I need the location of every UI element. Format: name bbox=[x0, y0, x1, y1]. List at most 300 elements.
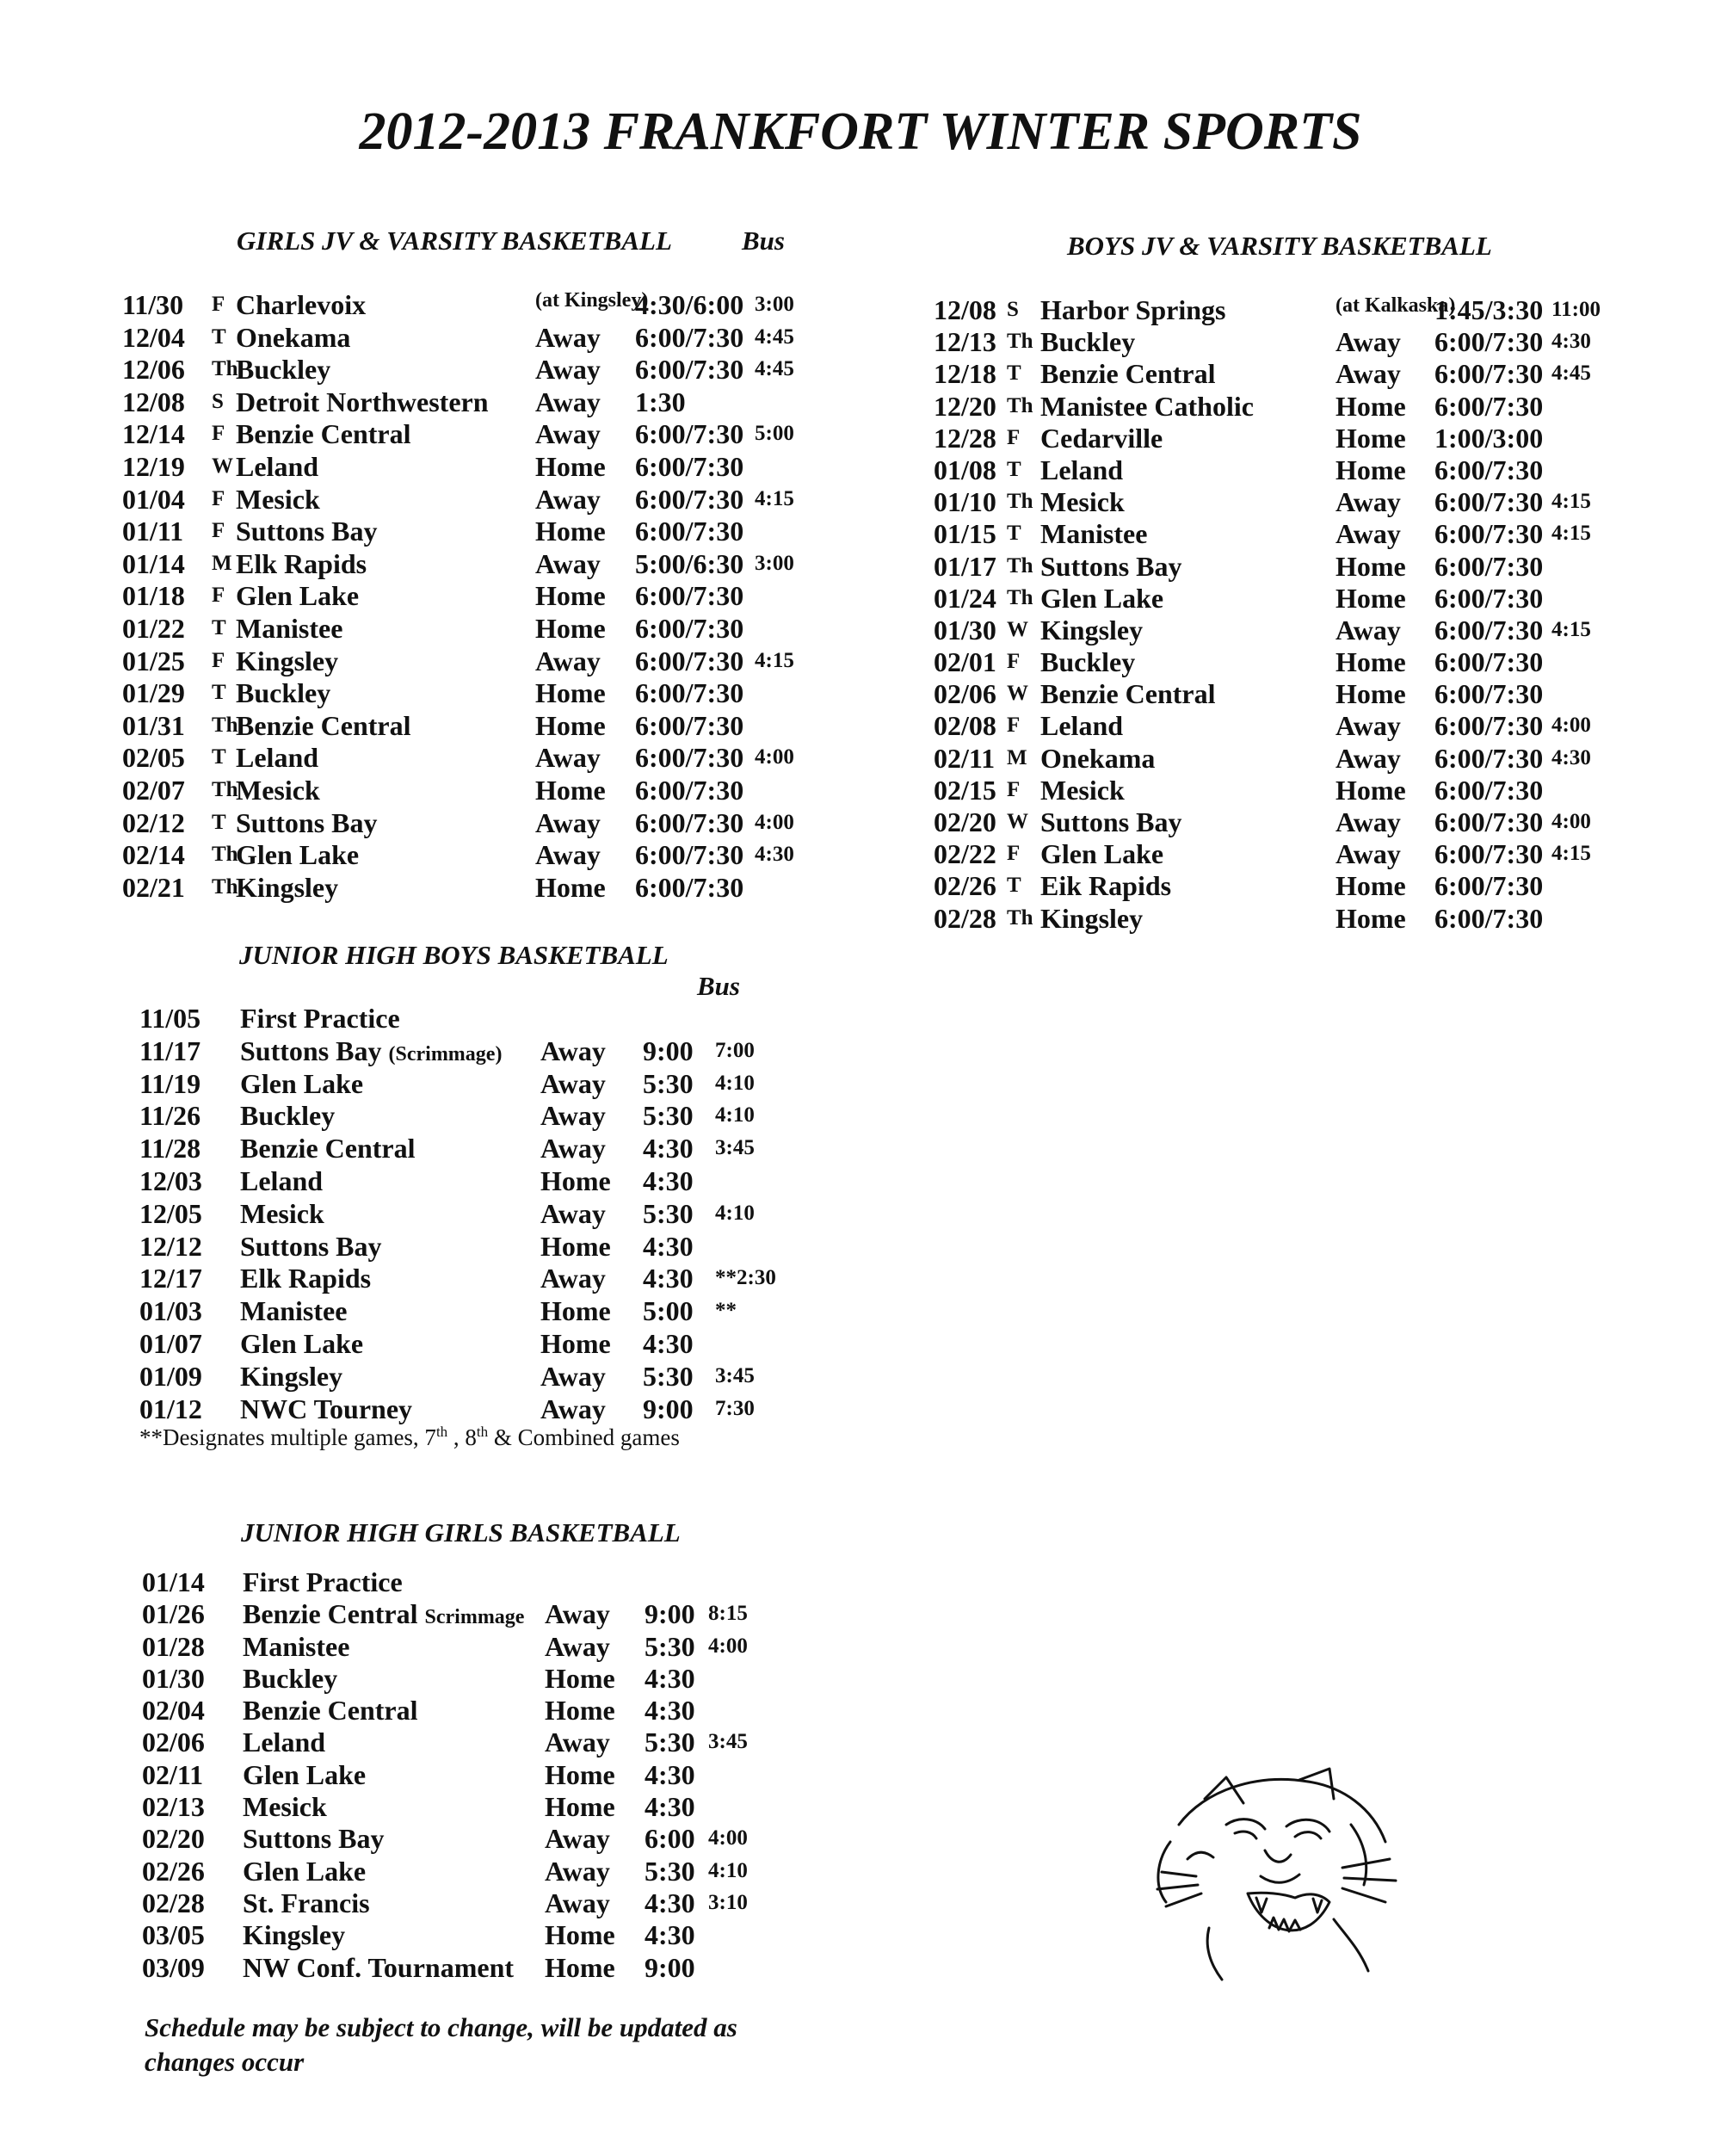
game-time: 6:00/7:30 bbox=[635, 871, 744, 903]
game-opponent: Kingsley bbox=[1040, 902, 1144, 934]
game-date: 12/08 bbox=[934, 294, 996, 325]
game-opponent: Eik Rapids bbox=[1040, 870, 1172, 902]
game-time: 6:00/7:30 bbox=[1434, 870, 1544, 902]
game-day: T bbox=[1007, 874, 1021, 898]
game-opponent-cell bbox=[243, 1598, 524, 1630]
game-opponent-cell bbox=[243, 1663, 337, 1695]
game-opponent: Glen Lake bbox=[240, 1327, 364, 1359]
game-site: Away bbox=[545, 1598, 610, 1630]
game-opponent: Manistee Catholic bbox=[1040, 390, 1254, 422]
bus-time: 7:00 bbox=[715, 1038, 755, 1062]
bus-time: **2:30 bbox=[715, 1266, 776, 1290]
game-date: 02/06 bbox=[934, 678, 996, 710]
game-site: Home bbox=[545, 1951, 615, 1983]
game-date: 02/14 bbox=[122, 839, 185, 871]
game-opponent-cell bbox=[240, 1361, 342, 1393]
game-site: Home bbox=[1335, 678, 1406, 710]
bus-time: 4:45 bbox=[1551, 361, 1591, 386]
game-opponent: Glen Lake bbox=[243, 1758, 367, 1790]
game-site: Away bbox=[535, 839, 601, 871]
game-opponent-cell bbox=[240, 1393, 412, 1425]
game-opponent: Benzie Central bbox=[1040, 358, 1216, 390]
game-day: F bbox=[1007, 425, 1021, 449]
game-site: Home bbox=[1335, 550, 1406, 582]
game-date: 02/11 bbox=[142, 1758, 204, 1790]
game-site: Home bbox=[535, 774, 606, 806]
game-opponent-cell bbox=[240, 1198, 324, 1230]
game-date: 12/17 bbox=[139, 1263, 202, 1294]
game-time: 5:00 bbox=[643, 1295, 694, 1327]
game-day: M bbox=[212, 551, 232, 575]
game-date: 11/19 bbox=[139, 1067, 201, 1099]
bus-time: 3:10 bbox=[708, 1890, 748, 1914]
game-time: 6:00/7:30 bbox=[635, 709, 744, 741]
game-opponent: Leland bbox=[243, 1727, 326, 1758]
game-opponent: Leland bbox=[1040, 454, 1124, 485]
game-time: 6:00/7:30 bbox=[1434, 582, 1544, 614]
game-site: Away bbox=[1335, 806, 1401, 837]
bus-time: 4:00 bbox=[1551, 714, 1591, 738]
game-date: 11/26 bbox=[139, 1100, 201, 1132]
bus-time: ** bbox=[715, 1299, 737, 1323]
bus-time: 4:30 bbox=[755, 843, 794, 867]
game-time: 6:00/7:30 bbox=[1434, 678, 1544, 710]
multiple-games-note: **Designates multiple games, 7th , 8th & Combined games bbox=[139, 1424, 680, 1450]
game-date: 12/03 bbox=[139, 1164, 202, 1196]
game-time: 5:30 bbox=[645, 1727, 695, 1758]
game-time: 4:30 bbox=[643, 1327, 694, 1359]
game-site: Away bbox=[540, 1035, 606, 1066]
game-date: 02/13 bbox=[142, 1791, 205, 1823]
game-opponent: Suttons Bay bbox=[1040, 806, 1182, 837]
game-date: 01/18 bbox=[122, 580, 185, 612]
game-time: 6:00/7:30 bbox=[1434, 646, 1544, 678]
game-opponent: Mesick bbox=[240, 1197, 324, 1229]
game-time: 6:00/7:30 bbox=[635, 774, 744, 806]
game-site: Away bbox=[535, 321, 601, 353]
game-date: 02/05 bbox=[122, 742, 185, 774]
game-day: Th bbox=[1007, 490, 1033, 514]
game-time: 6:00/7:30 bbox=[1434, 550, 1544, 582]
bus-time: 3:45 bbox=[715, 1363, 755, 1387]
game-time: 9:00 bbox=[645, 1598, 695, 1630]
bus-time: 4:10 bbox=[715, 1071, 755, 1095]
game-site: Away bbox=[535, 547, 601, 579]
game-site: Home bbox=[1335, 582, 1406, 614]
game-site: Home bbox=[1335, 646, 1406, 678]
game-opponent-cell bbox=[243, 1791, 327, 1823]
game-opponent-cell bbox=[243, 1759, 366, 1791]
game-day: T bbox=[1007, 457, 1021, 481]
game-date: 02/01 bbox=[934, 646, 996, 678]
game-opponent-cell bbox=[243, 1727, 325, 1758]
game-site: Away bbox=[1335, 518, 1401, 550]
game-date: 01/08 bbox=[934, 454, 996, 485]
bus-time: 4:45 bbox=[755, 324, 794, 349]
game-opponent: Suttons Bay bbox=[236, 516, 378, 547]
bus-time: 4:00 bbox=[1551, 810, 1591, 833]
game-opponent-cell bbox=[243, 1566, 403, 1598]
game-day: T bbox=[212, 681, 226, 705]
game-day: Th bbox=[212, 843, 238, 867]
game-date: 01/12 bbox=[139, 1393, 202, 1424]
game-date: 02/26 bbox=[142, 1855, 205, 1887]
game-time: 6:00/7:30 bbox=[635, 450, 744, 482]
game-opponent: Kingsley bbox=[236, 645, 339, 676]
game-site: Away bbox=[545, 1823, 610, 1855]
game-time: 6:00/7:30 bbox=[1434, 838, 1544, 870]
girls-varsity-bus-label: Bus bbox=[742, 225, 785, 256]
game-time: 6:00/7:30 bbox=[635, 839, 744, 871]
game-opponent: Suttons Bay bbox=[240, 1230, 382, 1262]
game-opponent-cell bbox=[243, 1695, 418, 1727]
game-time: 6:00/7:30 bbox=[1434, 486, 1544, 518]
game-time: 6:00/7:30 bbox=[1434, 710, 1544, 742]
game-site: Home bbox=[540, 1164, 611, 1196]
game-site: Away bbox=[540, 1360, 606, 1392]
game-time: 1:45/3:30 bbox=[1434, 294, 1544, 325]
game-site: Away bbox=[540, 1263, 606, 1294]
game-opponent: Mesick bbox=[1040, 774, 1125, 806]
game-time: 4:30 bbox=[645, 1919, 695, 1951]
game-opponent: Benzie Central bbox=[243, 1695, 418, 1727]
game-day: Th bbox=[1007, 393, 1033, 417]
game-day: W bbox=[1007, 617, 1028, 641]
game-opponent-cell bbox=[240, 1231, 382, 1263]
bus-time: 4:00 bbox=[708, 1826, 748, 1850]
game-opponent-cell bbox=[243, 1856, 366, 1887]
jh-boys-heading: JUNIOR HIGH BOYS BASKETBALL bbox=[239, 940, 669, 970]
game-date: 11/28 bbox=[139, 1133, 201, 1164]
game-time: 6:00/7:30 bbox=[635, 612, 744, 644]
game-time: 6:00/7:30 bbox=[635, 580, 744, 612]
game-date: 02/12 bbox=[122, 806, 185, 838]
jh-girls-heading: JUNIOR HIGH GIRLS BASKETBALL bbox=[241, 1517, 681, 1548]
game-day: Th bbox=[1007, 330, 1033, 354]
game-date: 02/26 bbox=[934, 870, 996, 902]
game-site: Home bbox=[545, 1758, 615, 1790]
game-site: Away bbox=[1335, 358, 1401, 390]
bus-time: 4:30 bbox=[1551, 745, 1591, 769]
game-day: F bbox=[1007, 842, 1021, 866]
game-site: Away bbox=[1335, 742, 1401, 774]
game-opponent-cell bbox=[243, 1823, 385, 1855]
game-day: F bbox=[212, 584, 225, 608]
game-date: 02/08 bbox=[934, 710, 996, 742]
game-site: Away bbox=[545, 1887, 610, 1918]
game-opponent: Mesick bbox=[1040, 486, 1125, 518]
game-day: F bbox=[212, 293, 225, 316]
game-day: F bbox=[1007, 650, 1021, 674]
game-day: T bbox=[212, 810, 226, 834]
game-date: 02/11 bbox=[934, 742, 996, 774]
boys-varsity-heading: BOYS JV & VARSITY BASKETBALL bbox=[1067, 231, 1492, 261]
game-day: S bbox=[1007, 298, 1019, 321]
game-date: 02/28 bbox=[142, 1887, 205, 1918]
game-opponent: Glen Lake bbox=[240, 1067, 364, 1099]
game-site: Away bbox=[1335, 486, 1401, 518]
game-date: 03/05 bbox=[142, 1919, 205, 1951]
game-date: 01/31 bbox=[122, 709, 185, 741]
game-day: T bbox=[212, 324, 226, 349]
game-time: 4:30 bbox=[645, 1887, 695, 1918]
game-time: 9:00 bbox=[643, 1393, 694, 1424]
game-date: 11/05 bbox=[139, 1003, 201, 1034]
game-opponent: Kingsley bbox=[243, 1919, 346, 1951]
game-time: 4:30 bbox=[645, 1662, 695, 1694]
game-time: 4:30 bbox=[645, 1695, 695, 1727]
game-opponent-cell bbox=[243, 1952, 514, 1984]
game-opponent: Charlevoix bbox=[236, 289, 367, 320]
game-opponent: Harbor Springs bbox=[1040, 294, 1226, 325]
game-site: Away bbox=[1335, 614, 1401, 646]
game-time: 6:00/7:30 bbox=[635, 645, 744, 676]
game-site: Home bbox=[1335, 774, 1406, 806]
game-date: 12/28 bbox=[934, 422, 996, 454]
game-opponent: Onekama bbox=[1040, 742, 1156, 774]
game-site: Away bbox=[535, 386, 601, 417]
game-time: 5:30 bbox=[645, 1630, 695, 1662]
game-site: Away bbox=[545, 1855, 610, 1887]
game-site: Away bbox=[1335, 710, 1401, 742]
game-opponent: Benzie Central bbox=[1040, 678, 1216, 710]
game-opponent-cell bbox=[240, 1100, 335, 1132]
game-date: 01/14 bbox=[142, 1566, 205, 1597]
bus-time: 3:45 bbox=[708, 1730, 748, 1754]
game-date: 12/04 bbox=[122, 321, 185, 353]
game-day: F bbox=[212, 519, 225, 543]
game-site: Home bbox=[545, 1695, 615, 1727]
game-site: Home bbox=[535, 871, 606, 903]
game-opponent: Suttons Bay bbox=[243, 1823, 385, 1855]
game-date: 12/18 bbox=[934, 358, 996, 390]
game-site: Away bbox=[535, 742, 601, 774]
game-site: Home bbox=[545, 1662, 615, 1694]
game-site: Away bbox=[1335, 326, 1401, 358]
game-date: 01/15 bbox=[934, 518, 996, 550]
game-time: 5:30 bbox=[643, 1197, 694, 1229]
game-date: 02/04 bbox=[142, 1695, 205, 1727]
game-site: Away bbox=[540, 1133, 606, 1164]
game-day: Th bbox=[1007, 553, 1033, 578]
game-time: 5:30 bbox=[645, 1855, 695, 1887]
game-opponent-cell bbox=[240, 1133, 416, 1164]
game-site: Away bbox=[535, 483, 601, 515]
game-time: 5:00/6:30 bbox=[635, 547, 744, 579]
game-time: 6:00/7:30 bbox=[635, 321, 744, 353]
bus-time: 4:10 bbox=[715, 1201, 755, 1225]
game-day: Th bbox=[212, 874, 238, 899]
game-opponent-note: (Scrimmage) bbox=[388, 1042, 503, 1066]
bus-time: 4:10 bbox=[708, 1858, 748, 1882]
game-time: 6:00/7:30 bbox=[1434, 454, 1544, 485]
game-opponent: Leland bbox=[236, 450, 319, 482]
game-time: 6:00 bbox=[645, 1823, 695, 1855]
game-time: 6:00/7:30 bbox=[635, 418, 744, 450]
game-time: 6:00/7:30 bbox=[1434, 326, 1544, 358]
game-site: Away bbox=[535, 418, 601, 450]
game-site: Home bbox=[1335, 422, 1406, 454]
game-opponent: Mesick bbox=[243, 1791, 327, 1823]
bus-time: 4:15 bbox=[1551, 522, 1591, 546]
game-day: Th bbox=[1007, 585, 1033, 609]
game-date: 01/26 bbox=[142, 1598, 205, 1630]
game-opponent: Benzie Central bbox=[236, 709, 411, 741]
game-opponent: Mesick bbox=[236, 483, 320, 515]
bus-time: 3:00 bbox=[755, 293, 794, 316]
bus-time: 4:10 bbox=[715, 1103, 755, 1127]
game-date: 12/14 bbox=[122, 418, 185, 450]
game-date: 02/06 bbox=[142, 1727, 205, 1758]
game-opponent: Benzie Central bbox=[243, 1598, 418, 1630]
game-date: 12/08 bbox=[122, 386, 185, 417]
game-opponent: Glen Lake bbox=[1040, 582, 1164, 614]
game-opponent: First Practice bbox=[243, 1566, 403, 1597]
game-site: Away bbox=[545, 1727, 610, 1758]
game-date: 03/09 bbox=[142, 1951, 205, 1983]
game-site: Home bbox=[535, 677, 606, 709]
cougar-mascot-icon bbox=[1144, 1764, 1403, 1988]
game-time: 6:00/7:30 bbox=[635, 677, 744, 709]
game-opponent: Manistee bbox=[236, 612, 343, 644]
game-time: 1:30 bbox=[635, 386, 686, 417]
game-day: W bbox=[1007, 810, 1028, 833]
game-site: Away bbox=[540, 1197, 606, 1229]
game-opponent: Mesick bbox=[236, 774, 320, 806]
game-site: Home bbox=[1335, 870, 1406, 902]
game-opponent-cell bbox=[240, 1328, 363, 1360]
game-day: Th bbox=[1007, 905, 1033, 930]
game-date: 02/20 bbox=[142, 1823, 205, 1855]
game-date: 02/15 bbox=[934, 774, 996, 806]
game-time: 5:30 bbox=[643, 1067, 694, 1099]
game-time: 6:00/7:30 bbox=[1434, 902, 1544, 934]
game-day: F bbox=[1007, 777, 1021, 801]
game-date: 01/17 bbox=[934, 550, 996, 582]
game-opponent: NW Conf. Tournament bbox=[243, 1951, 515, 1983]
game-date: 12/13 bbox=[934, 326, 996, 358]
game-time: 4:30/6:00 bbox=[635, 289, 744, 320]
game-day: T bbox=[1007, 361, 1021, 386]
game-date: 01/30 bbox=[934, 614, 996, 646]
jh-boys-bus-label: Bus bbox=[697, 971, 740, 1001]
game-time: 5:30 bbox=[643, 1100, 694, 1132]
page-title: 2012-2013 FRANKFORT WINTER SPORTS bbox=[359, 102, 1362, 161]
game-date: 12/05 bbox=[139, 1197, 202, 1229]
game-day: Th bbox=[212, 777, 238, 801]
game-time: 9:00 bbox=[643, 1035, 694, 1066]
game-site: Home bbox=[1335, 454, 1406, 485]
game-day: W bbox=[1007, 682, 1028, 706]
game-date: 12/12 bbox=[139, 1230, 202, 1262]
game-opponent: Suttons Bay bbox=[1040, 550, 1182, 582]
game-date: 01/22 bbox=[122, 612, 185, 644]
game-date: 01/04 bbox=[122, 483, 185, 515]
game-time: 4:30 bbox=[643, 1263, 694, 1294]
game-time: 5:30 bbox=[643, 1360, 694, 1392]
game-site: Home bbox=[545, 1791, 615, 1823]
game-day: F bbox=[212, 422, 225, 446]
game-opponent: Benzie Central bbox=[240, 1133, 416, 1164]
game-opponent: Suttons Bay bbox=[240, 1035, 382, 1066]
game-day: S bbox=[212, 389, 224, 413]
game-opponent: Glen Lake bbox=[236, 839, 360, 871]
game-site: Away bbox=[540, 1067, 606, 1099]
game-date: 02/20 bbox=[934, 806, 996, 837]
game-opponent: Leland bbox=[236, 742, 319, 774]
game-time: 6:00/7:30 bbox=[1434, 518, 1544, 550]
game-opponent: Manistee bbox=[1040, 518, 1148, 550]
game-opponent: Buckley bbox=[236, 677, 331, 709]
game-opponent: Buckley bbox=[236, 354, 331, 386]
game-day: Th bbox=[212, 357, 238, 381]
game-opponent: Glen Lake bbox=[1040, 838, 1164, 870]
game-opponent: Manistee bbox=[240, 1295, 348, 1327]
bus-time: 4:15 bbox=[755, 648, 794, 672]
game-date: 01/24 bbox=[934, 582, 996, 614]
game-opponent-cell bbox=[240, 1003, 400, 1035]
game-date: 11/17 bbox=[139, 1035, 201, 1066]
game-opponent: Elk Rapids bbox=[240, 1263, 372, 1294]
game-time: 4:30 bbox=[643, 1133, 694, 1164]
game-date: 12/06 bbox=[122, 354, 185, 386]
bus-time: 4:15 bbox=[1551, 842, 1591, 866]
game-site: Home bbox=[540, 1230, 611, 1262]
game-opponent-cell bbox=[240, 1295, 347, 1327]
bus-time: 3:00 bbox=[755, 551, 794, 575]
game-opponent: Benzie Central bbox=[236, 418, 411, 450]
game-time: 9:00 bbox=[645, 1951, 695, 1983]
game-day: T bbox=[212, 615, 226, 639]
game-site: Home bbox=[535, 516, 606, 547]
game-opponent: Buckley bbox=[1040, 326, 1136, 358]
game-day: F bbox=[212, 648, 225, 672]
girls-varsity-heading: GIRLS JV & VARSITY BASKETBALL bbox=[237, 225, 672, 256]
bus-time: 4:45 bbox=[755, 357, 794, 381]
game-site: Away bbox=[535, 645, 601, 676]
game-day: Th bbox=[212, 713, 238, 737]
game-date: 01/11 bbox=[122, 516, 184, 547]
game-date: 02/22 bbox=[934, 838, 996, 870]
bus-time: 4:15 bbox=[1551, 617, 1591, 641]
game-opponent-cell bbox=[240, 1165, 323, 1197]
game-day: M bbox=[1007, 745, 1027, 769]
game-time: 6:00/7:30 bbox=[635, 806, 744, 838]
game-date: 02/21 bbox=[122, 871, 185, 903]
game-site: Home bbox=[545, 1919, 615, 1951]
game-date: 01/09 bbox=[139, 1360, 202, 1392]
game-time: 6:00/7:30 bbox=[1434, 614, 1544, 646]
game-site: Home bbox=[535, 580, 606, 612]
game-time: 6:00/7:30 bbox=[1434, 806, 1544, 837]
game-site: Home bbox=[535, 709, 606, 741]
game-opponent: Leland bbox=[1040, 710, 1124, 742]
game-opponent: Kingsley bbox=[1040, 614, 1144, 646]
game-date: 01/29 bbox=[122, 677, 185, 709]
game-opponent: Glen Lake bbox=[243, 1855, 367, 1887]
game-date: 12/19 bbox=[122, 450, 185, 482]
game-site: Away bbox=[535, 806, 601, 838]
game-time: 6:00/7:30 bbox=[635, 354, 744, 386]
game-time: 1:00/3:00 bbox=[1434, 422, 1544, 454]
game-time: 4:30 bbox=[643, 1230, 694, 1262]
game-site: Home bbox=[540, 1327, 611, 1359]
game-opponent: Buckley bbox=[243, 1662, 338, 1694]
game-date: 01/03 bbox=[139, 1295, 202, 1327]
bus-time: 8:15 bbox=[708, 1602, 748, 1626]
game-time: 6:00/7:30 bbox=[1434, 742, 1544, 774]
game-opponent: First Practice bbox=[240, 1003, 400, 1034]
